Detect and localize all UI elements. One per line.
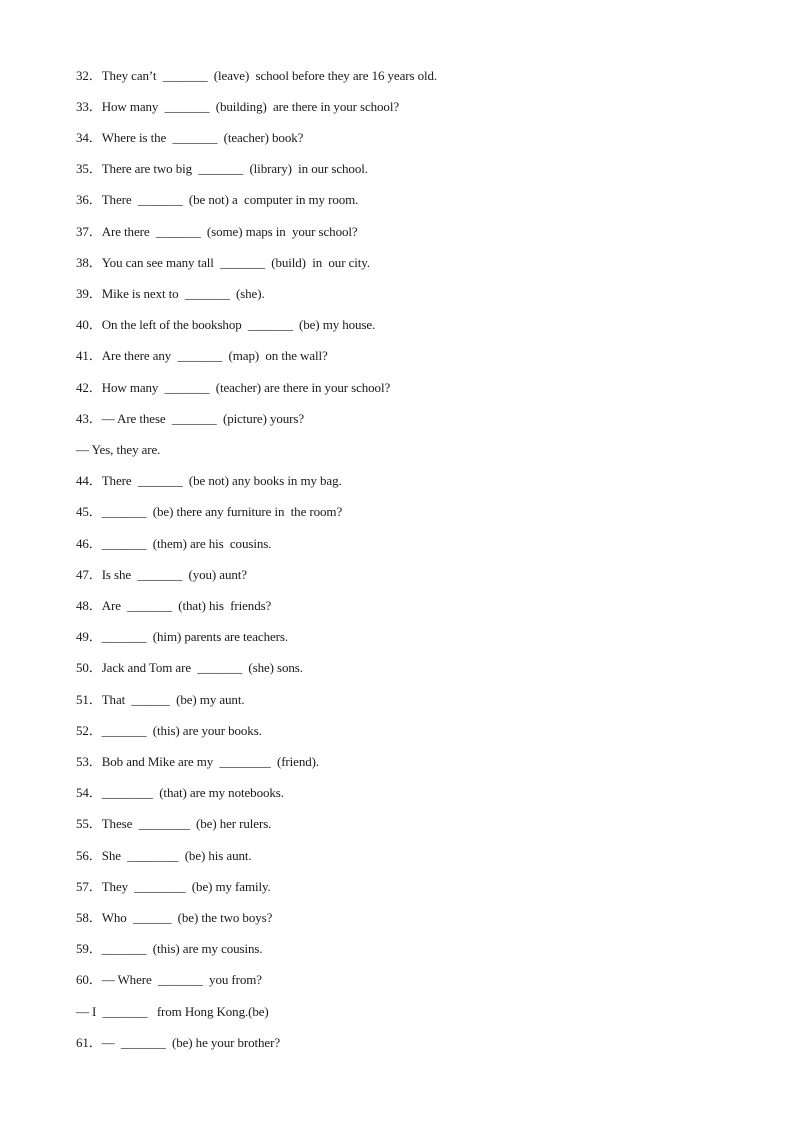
question-60: 60．— Where _______ you from? xyxy=(76,972,262,987)
question-59: 59．_______ (this) are my cousins. xyxy=(76,941,263,956)
question-41: 41．Are there any _______ (map) on the wall? xyxy=(76,348,328,363)
question-37: 37．Are there _______ (some) maps in your school? xyxy=(76,224,358,239)
question-53: 53．Bob and Mike are my ________ (friend). xyxy=(76,754,320,769)
question-40: 40．On the left of the bookshop _______ (be) my house. xyxy=(76,317,376,332)
question-44: 44．There _______ (be not) any books in my bag. xyxy=(76,473,342,488)
question-55: 55．These ________ (be) her rulers. xyxy=(76,816,272,831)
question-43: 43．— Are these _______ (picture) yours? xyxy=(76,411,305,426)
question-38: 38．You can see many tall _______ (build) in our city. xyxy=(76,255,370,270)
question-39: 39．Mike is next to _______ (she). xyxy=(76,286,265,301)
question-50: 50．Jack and Tom are _______ (she) sons. xyxy=(76,660,303,675)
answer-60: — I _______ from Hong Kong.(be) xyxy=(76,1004,269,1019)
question-45: 45．_______ (be) there any furniture in the room? xyxy=(76,504,343,519)
question-58: 58．Who ______ (be) the two boys? xyxy=(76,910,273,925)
question-51: 51．That ______ (be) my aunt. xyxy=(76,692,245,707)
question-35: 35．There are two big _______ (library) in our school. xyxy=(76,161,368,176)
question-61: 61．— _______ (be) he your brother? xyxy=(76,1035,280,1050)
question-32: 32．They can’t _______ (leave) school before they are 16 years old. xyxy=(76,68,438,83)
answer-43: — Yes, they are. xyxy=(76,442,161,457)
question-56: 56．She ________ (be) his aunt. xyxy=(76,848,252,863)
question-49: 49．_______ (him) parents are teachers. xyxy=(76,629,288,644)
question-42: 42．How many _______ (teacher) are there in your school? xyxy=(76,380,391,395)
question-34: 34．Where is the _______ (teacher) book? xyxy=(76,130,304,145)
question-48: 48．Are _______ (that) his friends? xyxy=(76,598,272,613)
question-33: 33．How many _______ (building) are there in your school? xyxy=(76,99,400,114)
question-52: 52．_______ (this) are your books. xyxy=(76,723,262,738)
question-47: 47．Is she _______ (you) aunt? xyxy=(76,567,247,582)
question-46: 46．_______ (them) are his cousins. xyxy=(76,536,272,551)
question-54: 54．________ (that) are my notebooks. xyxy=(76,785,284,800)
question-36: 36．There _______ (be not) a computer in my room. xyxy=(76,192,359,207)
question-57: 57．They ________ (be) my family. xyxy=(76,879,271,894)
